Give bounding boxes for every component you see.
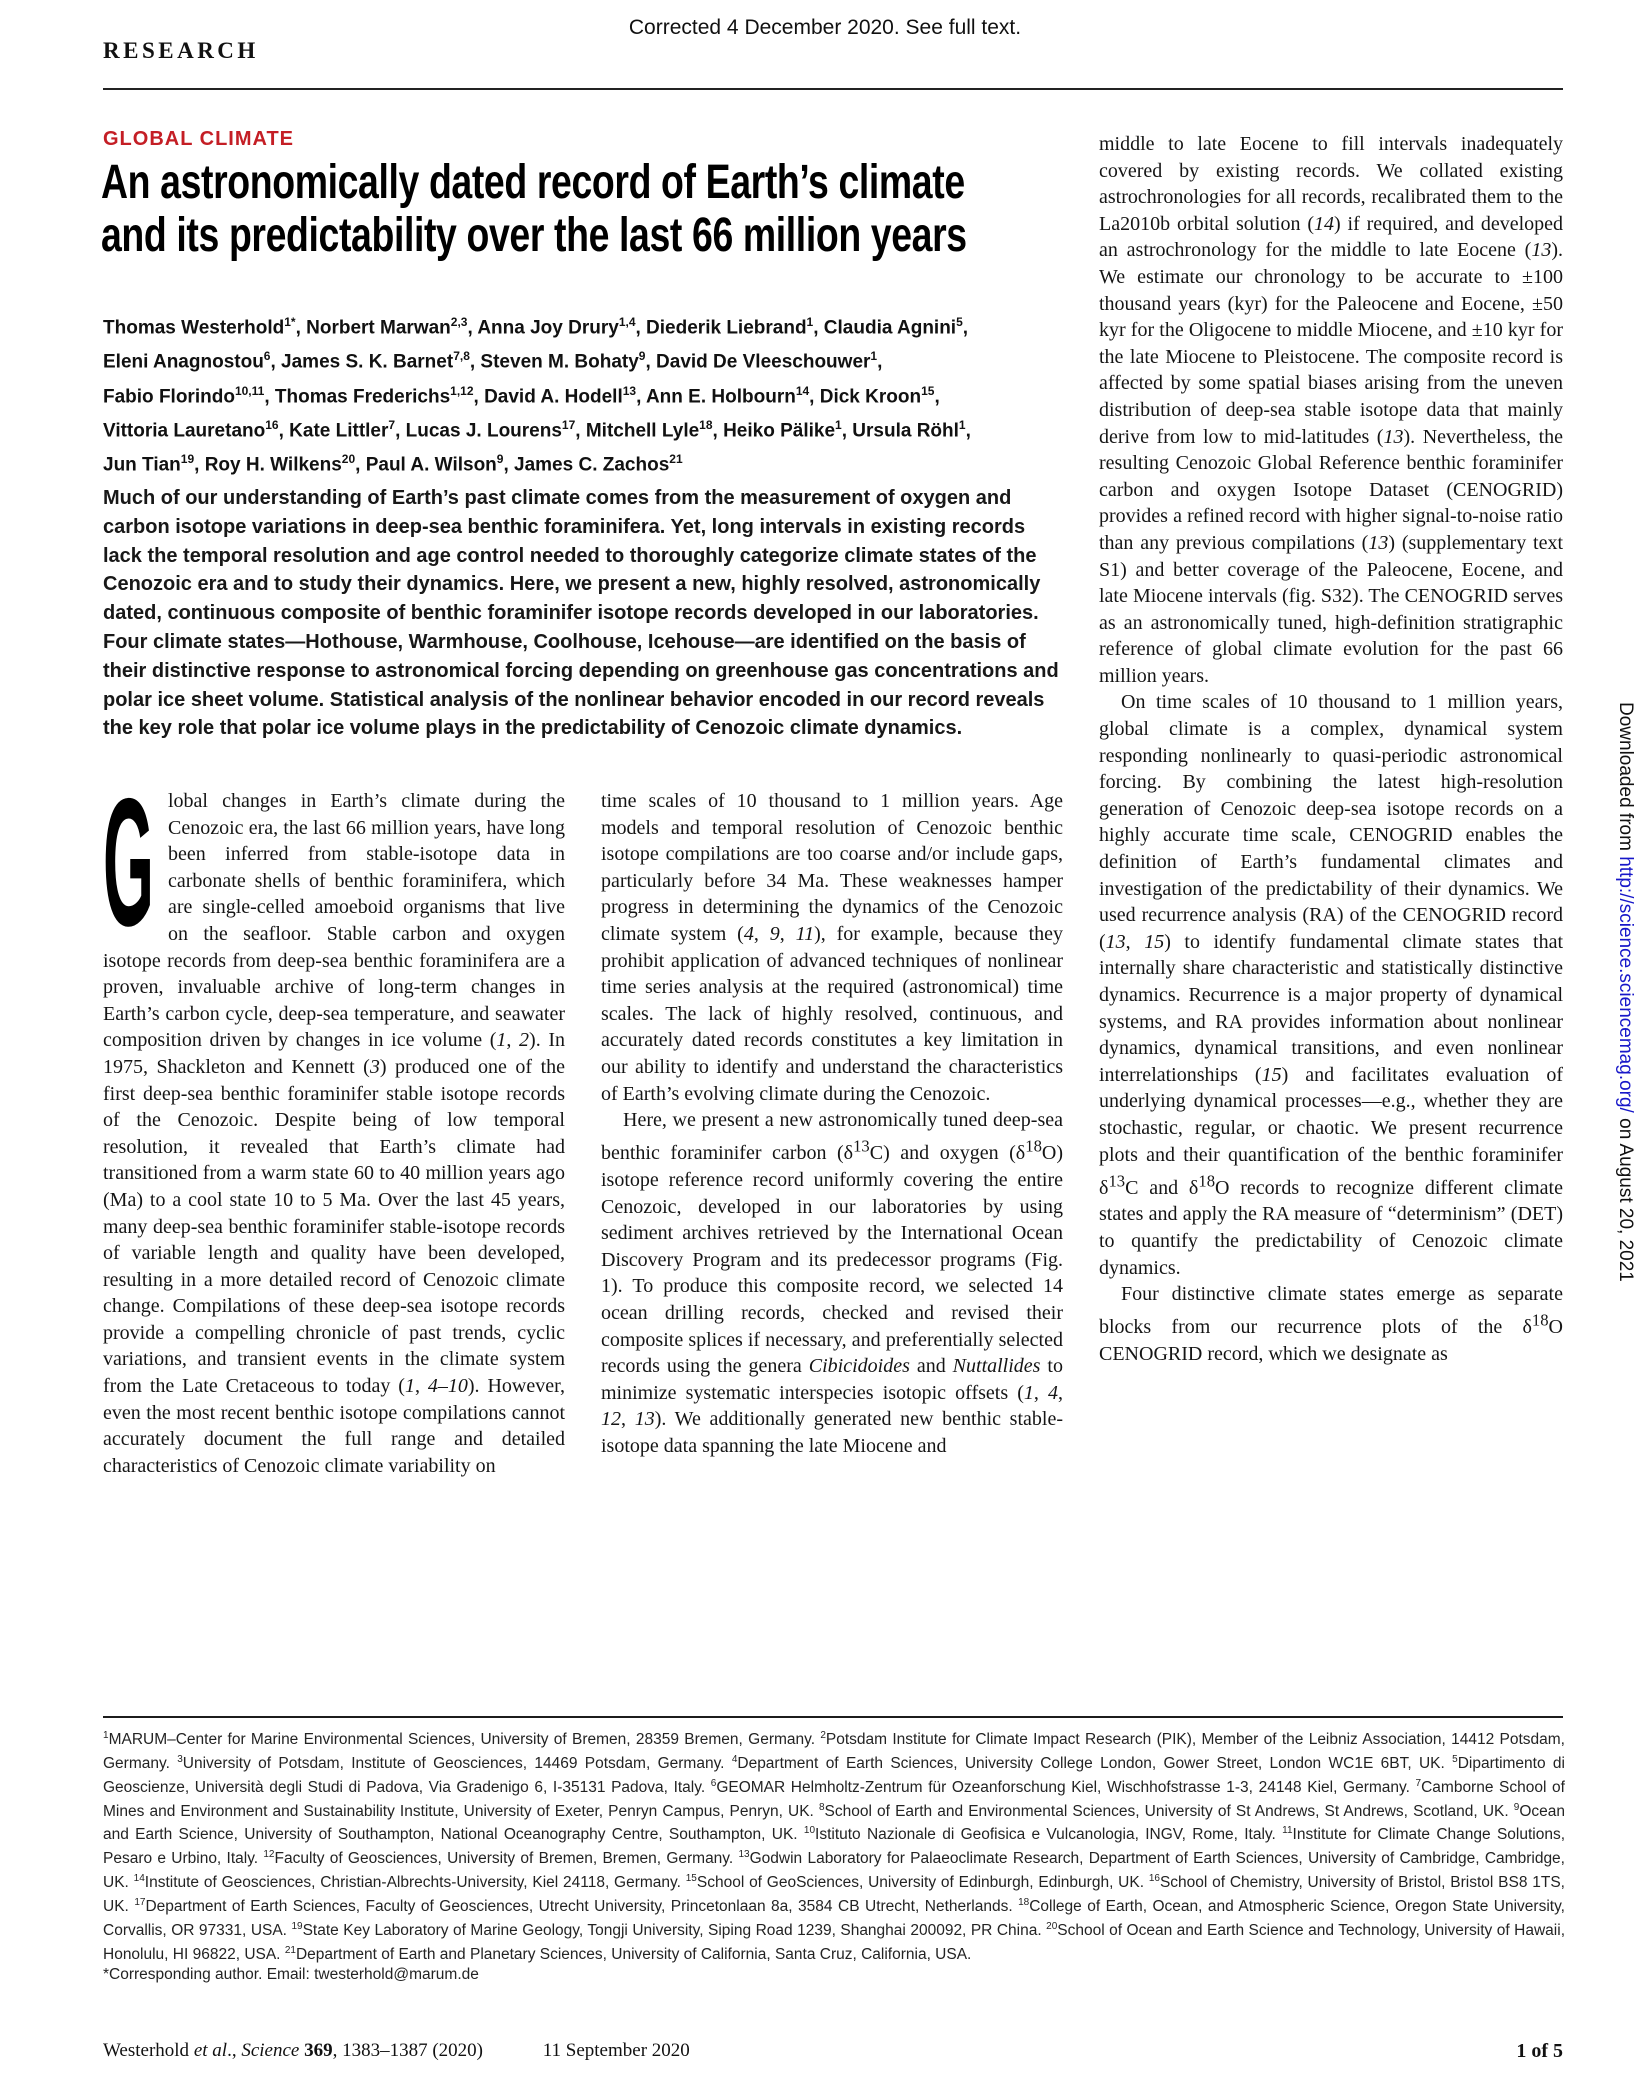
page-number: 1 of 5 <box>1516 2040 1563 2062</box>
author-list <box>103 308 1093 480</box>
paragraph-text: Four distinctive climate states emerge as separate blocks from our recurrence plots of the $\delta^{18}O$ CENOGRID record, which we designate as <box>1099 1283 1563 1366</box>
citation: Westerhold et al., Science 369, 1383–1387 (2020) <box>103 2040 483 2061</box>
download-watermark <box>1614 702 1636 1462</box>
correction-notice: Corrected 4 December 2020. See full text. <box>628 16 1022 39</box>
article-title-line2: and its predictability over the last 66 million years <box>101 209 967 262</box>
paragraph-text: middle to late Eocene to fill intervals inadequately covered by existing records. We collated existing astrochronologies for all records, recalibrated them to the La2010b orbital solution (14) if required, and developed an astrochronology for the middle to late Eocene (13). We estimate our chronology to be accurate to ±100 thousand years (kyr) for the Paleocene and Eocene, ±50 kyr for the Oligocene to middle Miocene, and ±10 kyr for the late Miocene to Pleistocene. The composite record is affected by some spatial biases arising from the uneven distribution of deep-sea stable isotope data that mainly derive from low to mid-latitudes (13). Nevertheless, the resulting Cenozoic Global Reference benthic foraminifer carbon and oxygen Isotope Dataset (CENOGRID) provides a refined record with higher signal-to-noise ratio than any previous compilations (13) (supplementary text S1) and better coverage of the Paleocene, Eocene, and late Miocene intervals (fig. S32). The CENOGRID serves as an astronomically tuned, high-definition stratigraphic reference of global climate evolution for the past 66 million years. <box>1099 133 1563 687</box>
author-line: Thomas Westerhold$^{1*}$, Norbert Marwan$^{2,3}$, Anna Joy Drury$^{1,4}$, Diederik Liebrand$^1$, Claudia Agnini$^5$, <box>103 315 969 339</box>
body-paragraph <box>601 788 1063 1107</box>
body-paragraph <box>103 788 565 1479</box>
paragraph-text: Here, we present a new astronomically tuned deep-sea benthic foraminifer carbon $(\delta^{13}C)$ and oxygen $(\delta^{18}O)$ isotope reference record uniformly covering the entire Cenozoic, developed in our laboratories by using sediment archives retrieved by the International Ocean Discovery Program and its predecessor programs (Fig. 1). To produce this composite record, we selected 14 ocean drilling records, checked and revised their composite splices if necessary, and preferentially selected records using the genera Cibicidoides and Nuttallides to minimize systematic interspecies isotopic offsets (1, 4, 12, 13). We additionally generated new benthic stable-isotope data spanning the late Miocene and <box>601 1109 1063 1457</box>
article-title <box>101 156 1076 262</box>
download-url-link[interactable]: http://science.sciencemag.org/ <box>1615 856 1636 1113</box>
body-column-middle <box>601 788 1063 1706</box>
dropcap-letter: G <box>103 788 154 964</box>
footnote-rule <box>103 1716 1563 1718</box>
body-column-left <box>103 788 565 1706</box>
body-paragraph <box>1099 1281 1563 1367</box>
body-paragraph <box>1099 131 1563 689</box>
author-line: Jun Tian$^{19}$, Roy H. Wilkens$^{20}$, Paul A. Wilson$^9$, James C. Zachos$^{21}$ <box>103 452 683 476</box>
author-line: Eleni Anagnostou$^6$, James S. K. Barnet$^{7,8}$, Steven M. Bohaty$^9$, David De Vleeschouwer$^1$, <box>103 349 883 373</box>
download-suffix: on August 20, 2021 <box>1615 1112 1636 1282</box>
body-paragraph <box>1099 689 1563 1281</box>
publication-date: 11 September 2020 <box>542 2040 690 2061</box>
body-column-right <box>1099 131 1563 1707</box>
article-kicker: GLOBAL CLIMATE <box>103 128 295 150</box>
paragraph-text: On time scales of 10 thousand to 1 million years, global climate is a complex, dynamical system responding nonlinearly to quasi-periodic astronomical forcing. By combining the latest high-resolution generation of Cenozoic deep-sea isotope records on a highly accurate time scale, CENOGRID enables the definition of Earth’s fundamental climates and investigation of the predictability of their dynamics. We used recurrence analysis (RA) of the CENOGRID record (13, 15) to identify fundamental climate states that internally share characteristic and statistically distinctive dynamics. Recurrence is a major property of dynamical systems, and RA provides information about nonlinear dynamics, dynamical transitions, and even nonlinear interrelationships (15) and facilitates evaluation of underlying dynamical processes—e.g., whether they are stochastic, regular, or chaotic. We present recurrence plots and their quantification of the benthic foraminifer $\delta^{13}C$ and $\delta^{18}O$ records to recognize different climate states and apply the RA measure of “determinism” (DET) to quantify the predictability of Cenozoic climate dynamics. <box>1099 691 1563 1279</box>
footnotes <box>103 1726 1565 1984</box>
page-footer <box>103 2040 1563 2063</box>
abstract: Much of our understanding of Earth’s past climate comes from the measurement of oxygen and carbon isotope variations in deep-sea benthic foraminifera. Yet, long intervals in existing records lack the temporal resolution and age control needed to thoroughly categorize climate states of the Cenozoic era and to study their dynamics. Here, we present a new, highly resolved, astronomically dated, continuous composite of benthic foraminifer isotope records developed in our laboratories. Four climate states—Hothouse, Warmhouse, Coolhouse, Icehouse—are identified on the basis of their distinctive response to astronomical forcing depending on greenhouse gas concentrations and polar ice sheet volume. Statistical analysis of the nonlinear behavior encoded in our record reveals the key role that polar ice volume plays in the predictability of Cenozoic climate dynamics. <box>103 487 1059 740</box>
paragraph-text: lobal changes in Earth’s climate during the Cenozoic era, the last 66 million years, have long been inferred from stable-isotope data in carbonate shells of benthic foraminifera, which are single-celled amoeboid organisms that live on the seafloor. Stable carbon and oxygen isotope records from deep-sea benthic foraminifera are a proven, invaluable archive of long-term changes in Earth’s carbon cycle, deep-sea temperature, and seawater composition driven by changes in ice volume (1, 2). In 1975, Shackleton and Kennett (3) produced one of the first deep-sea benthic foraminifer stable isotope records of the Cenozoic. Despite being of low temporal resolution, it revealed that Earth’s climate had transitioned from a warm state 60 to 40 million years ago (Ma) to a cool state 10 to 5 Ma. Over the last 45 years, many deep-sea benthic foraminifer stable-isotope records of variable length and quality have been developed, resulting in a more detailed record of Cenozoic climate change. Compilations of these deep-sea isotope records provide a compelling chronicle of past trends, cyclic variations, and transient events in the climate system from the Late Cretaceous to today (1, 4–10). However, even the most recent benthic isotope compilations cannot accurately document the full range and detailed characteristics of Cenozoic climate variability on <box>103 790 565 1477</box>
author-line: Fabio Florindo$^{10,11}$, Thomas Frederichs$^{1,12}$, David A. Hodell$^{13}$, Ann E. Holbourn$^{14}$, Dick Kroon$^{15}$, <box>103 383 940 407</box>
download-prefix: Downloaded from <box>1615 702 1636 857</box>
header-rule <box>103 88 1563 90</box>
affiliations: $^1$MARUM–Center for Marine Environmental Sciences, University of Bremen, 28359 Bremen, Germany. $^2$Potsdam Institute for Climate Impact Research (PIK), Member of the Leibniz Association, 14412 Potsdam, Germany. $^3$University of Potsdam, Institute of Geosciences, 14469 Potsdam, Germany. $^4$Department of Earth Sciences, University College London, Gower Street, London WC1E 6BT, UK. $^5$Dipartimento di Geoscienze, Università degli Studi di Padova, Via Gradenigo 6, I-35131 Padova, Italy. $^6$GEOMAR Helmholtz-Zentrum für Ozeanforschung Kiel, Wischhofstrasse 1-3, 24148 Kiel, Germany. $^7$Camborne School of Mines and Environment and Sustainability Institute, University of Exeter, Penryn Campus, Penryn, UK. $^8$School of Earth and Environmental Sciences, University of St Andrews, St Andrews, Scotland, UK. $^9$Ocean and Earth Science, University of Southampton, National Oceanography Centre, Southampton, UK. $^{10}$Istituto Nazionale di Geofisica e Vulcanologia, INGV, Rome, Italy. $^{11}$Institute for Climate Change Solutions, Pesaro e Urbino, Italy. $^{12}$Faculty of Geosciences, University of Bremen, Bremen, Germany. $^{13}$Godwin Laboratory for Palaeoclimate Research, Department of Earth Sciences, University of Cambridge, Cambridge, UK. $^{14}$Institute of Geosciences, Christian-Albrechts-University, Kiel 24118, Germany. $^{15}$School of GeoSciences, University of Edinburgh, Edinburgh, UK. $^{16}$School of Chemistry, University of Bristol, Bristol BS8 1TS, UK. $^{17}$Department of Earth Sciences, Faculty of Geosciences, Utrecht University, Princetonlaan 8a, 3584 CB Utrecht, Netherlands. $^{18}$College of Earth, Ocean, and Atmospheric Science, Oregon State University, Corvallis, OR 97331, USA. $^{19}$State Key Laboratory of Marine Geology, Tongji University, Siping Road 1239, Shanghai 200092, PR China. $^{20}$School of Ocean and Earth Science and Technology, University of Hawaii, Honolulu, HI 96822, USA. $^{21}$Department of Earth and Planetary Sciences, University of California, Santa Cruz, California, USA. <box>103 1730 1566 1963</box>
body-paragraph <box>601 1107 1063 1459</box>
article-title-line1: An astronomically dated record of Earth’s climate <box>101 156 965 209</box>
research-section-label: RESEARCH <box>103 38 259 63</box>
author-line: Vittoria Lauretano$^{16}$, Kate Littler$^7$, Lucas J. Lourens$^{17}$, Mitchell Lyle$^{18}$, Heiko Pälike$^1$, Ursula Röhl$^1$, <box>103 417 971 442</box>
paragraph-text: time scales of 10 thousand to 1 million years. Age models and temporal resolution of Cenozoic benthic isotope compilations are too coarse and/or include gaps, particularly before 34 Ma. These weaknesses hamper progress in determining the dynamics of the Cenozoic climate system (4, 9, 11), for example, because they prohibit application of advanced techniques of nonlinear time series analysis at the required (astronomical) time scales. The lack of highly resolved, continuous, and accurately dated records constitutes a key limitation in our ability to identify and understand the characteristics of Earth’s evolving climate during the Cenozoic. <box>601 790 1063 1105</box>
corresponding-author-note: *Corresponding author. Email: twesterhold@marum.de <box>103 1965 479 1983</box>
